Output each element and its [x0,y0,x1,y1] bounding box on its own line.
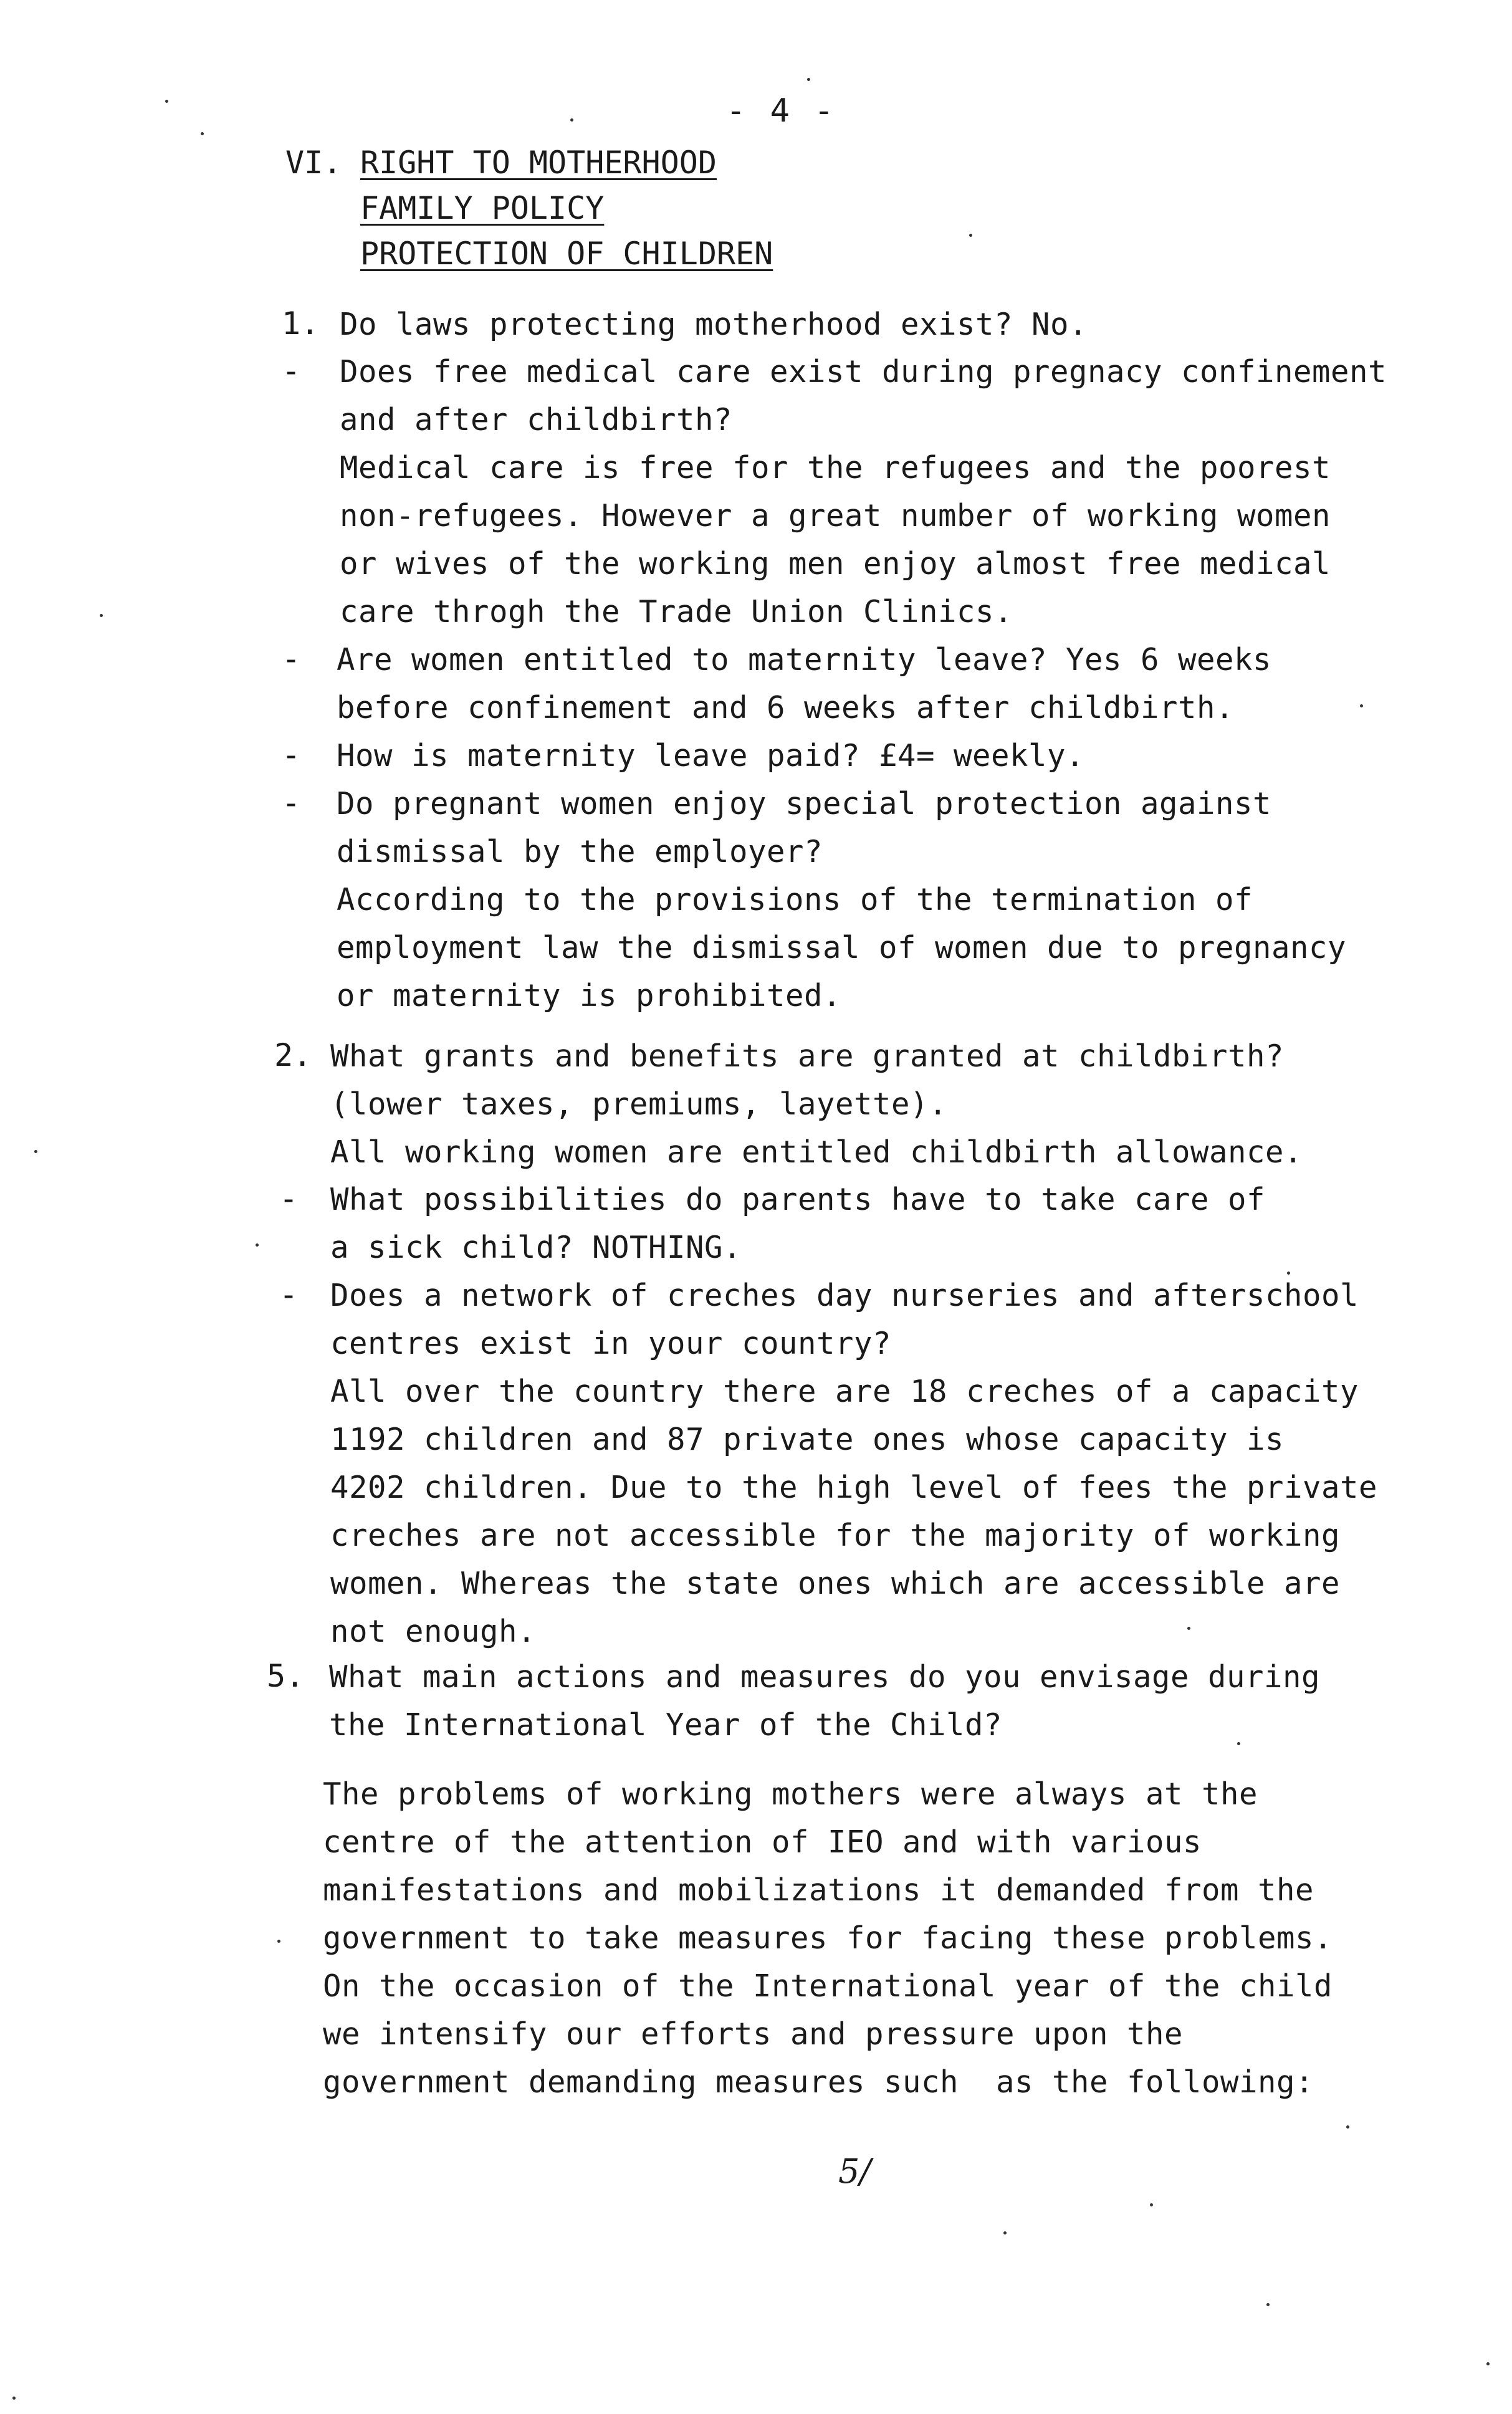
item-text: What grants and benefits are granted at childbirth? (lower taxes, premiums, layette). All working women are entitled childbirth allowance. [330,1038,1303,1170]
item-marker: - [282,353,301,389]
scan-speck [1150,2203,1153,2206]
item-text: The problems of working mothers were always at the centre of the attention of IEO and with various manifestations and mobilizations it demanded from the government to take measures for facing these problems. On the occasion of the International year of the child we intensify our efforts and pressure upon the government demanding measures such as the following: [323,1776,1333,2100]
section-title-family-policy: FAMILY POLICY [360,190,605,226]
item-text: Do pregnant women enjoy special protection against dismissal by the employer? According to the provisions of the termination of employment law the dismissal of women due to pregnancy or maternity is prohibited. [337,786,1347,1013]
footer-continuation: 5/ [838,2152,871,2191]
item-marker: - [279,1276,299,1313]
scan-speck [969,234,972,237]
item-text: Does a network of creches day nurseries and afterschool centres exist in your country? All over the country there are 18 creches of a capacity 1192 children and 87 private ones whose capacity is 4202 children. Due to the high level of fees the private creches are not accessible for the majority of working women. Whereas the state ones which are accessible are not enough. [330,1278,1378,1649]
item-marker: 2. [274,1037,312,1073]
scan-speck [1486,2362,1490,2365]
item-text: Do laws protecting motherhood exist? No. [340,307,1088,342]
section-title-motherhood: RIGHT TO MOTHERHOOD [360,145,717,181]
item-marker: - [282,737,301,773]
scan-speck [1237,1742,1240,1745]
item-text: How is maternity leave paid? £4= weekly. [337,738,1085,774]
scan-speck [34,1150,37,1153]
item-marker: 5. [267,1658,305,1694]
scan-speck [165,100,168,103]
item-marker: - [282,641,301,677]
section-numeral: VI. [285,145,342,181]
scan-speck [201,132,204,135]
scan-speck [12,2397,16,2400]
scan-speck [1360,704,1363,707]
scan-speck [1287,1272,1290,1275]
scan-speck [100,614,103,617]
item-marker: - [282,785,301,821]
item-marker: - [279,1181,299,1217]
page-number: - 4 - [726,92,836,130]
scan-speck [256,1243,259,1247]
scan-speck [277,1940,280,1943]
item-marker: 1. [282,305,320,342]
item-text: What possibilities do parents have to take care of a sick child? NOTHING. [330,1182,1266,1265]
item-text: Are women entitled to maternity leave? Yes 6 weeks before confinement and 6 weeks after childbirth. [337,642,1272,726]
scan-speck [570,118,573,122]
section-title-protection-children: PROTECTION OF CHILDREN [360,236,773,272]
item-text: Does free medical care exist during pregnacy confinement and after childbirth? Medical care is free for the refugees and the poorest non-refugees. However a great number of working women or wives of the working men enjoy almost free medical care throgh the Trade Union Clinics. [340,354,1387,630]
scan-speck [1187,1627,1190,1630]
item-text: What main actions and measures do you envisage during the International Year of the Child? [329,1659,1321,1743]
scan-speck [807,78,810,81]
scan-speck [1346,2125,1349,2129]
scan-speck [1266,2303,1270,2306]
scan-speck [1003,2231,1007,2234]
